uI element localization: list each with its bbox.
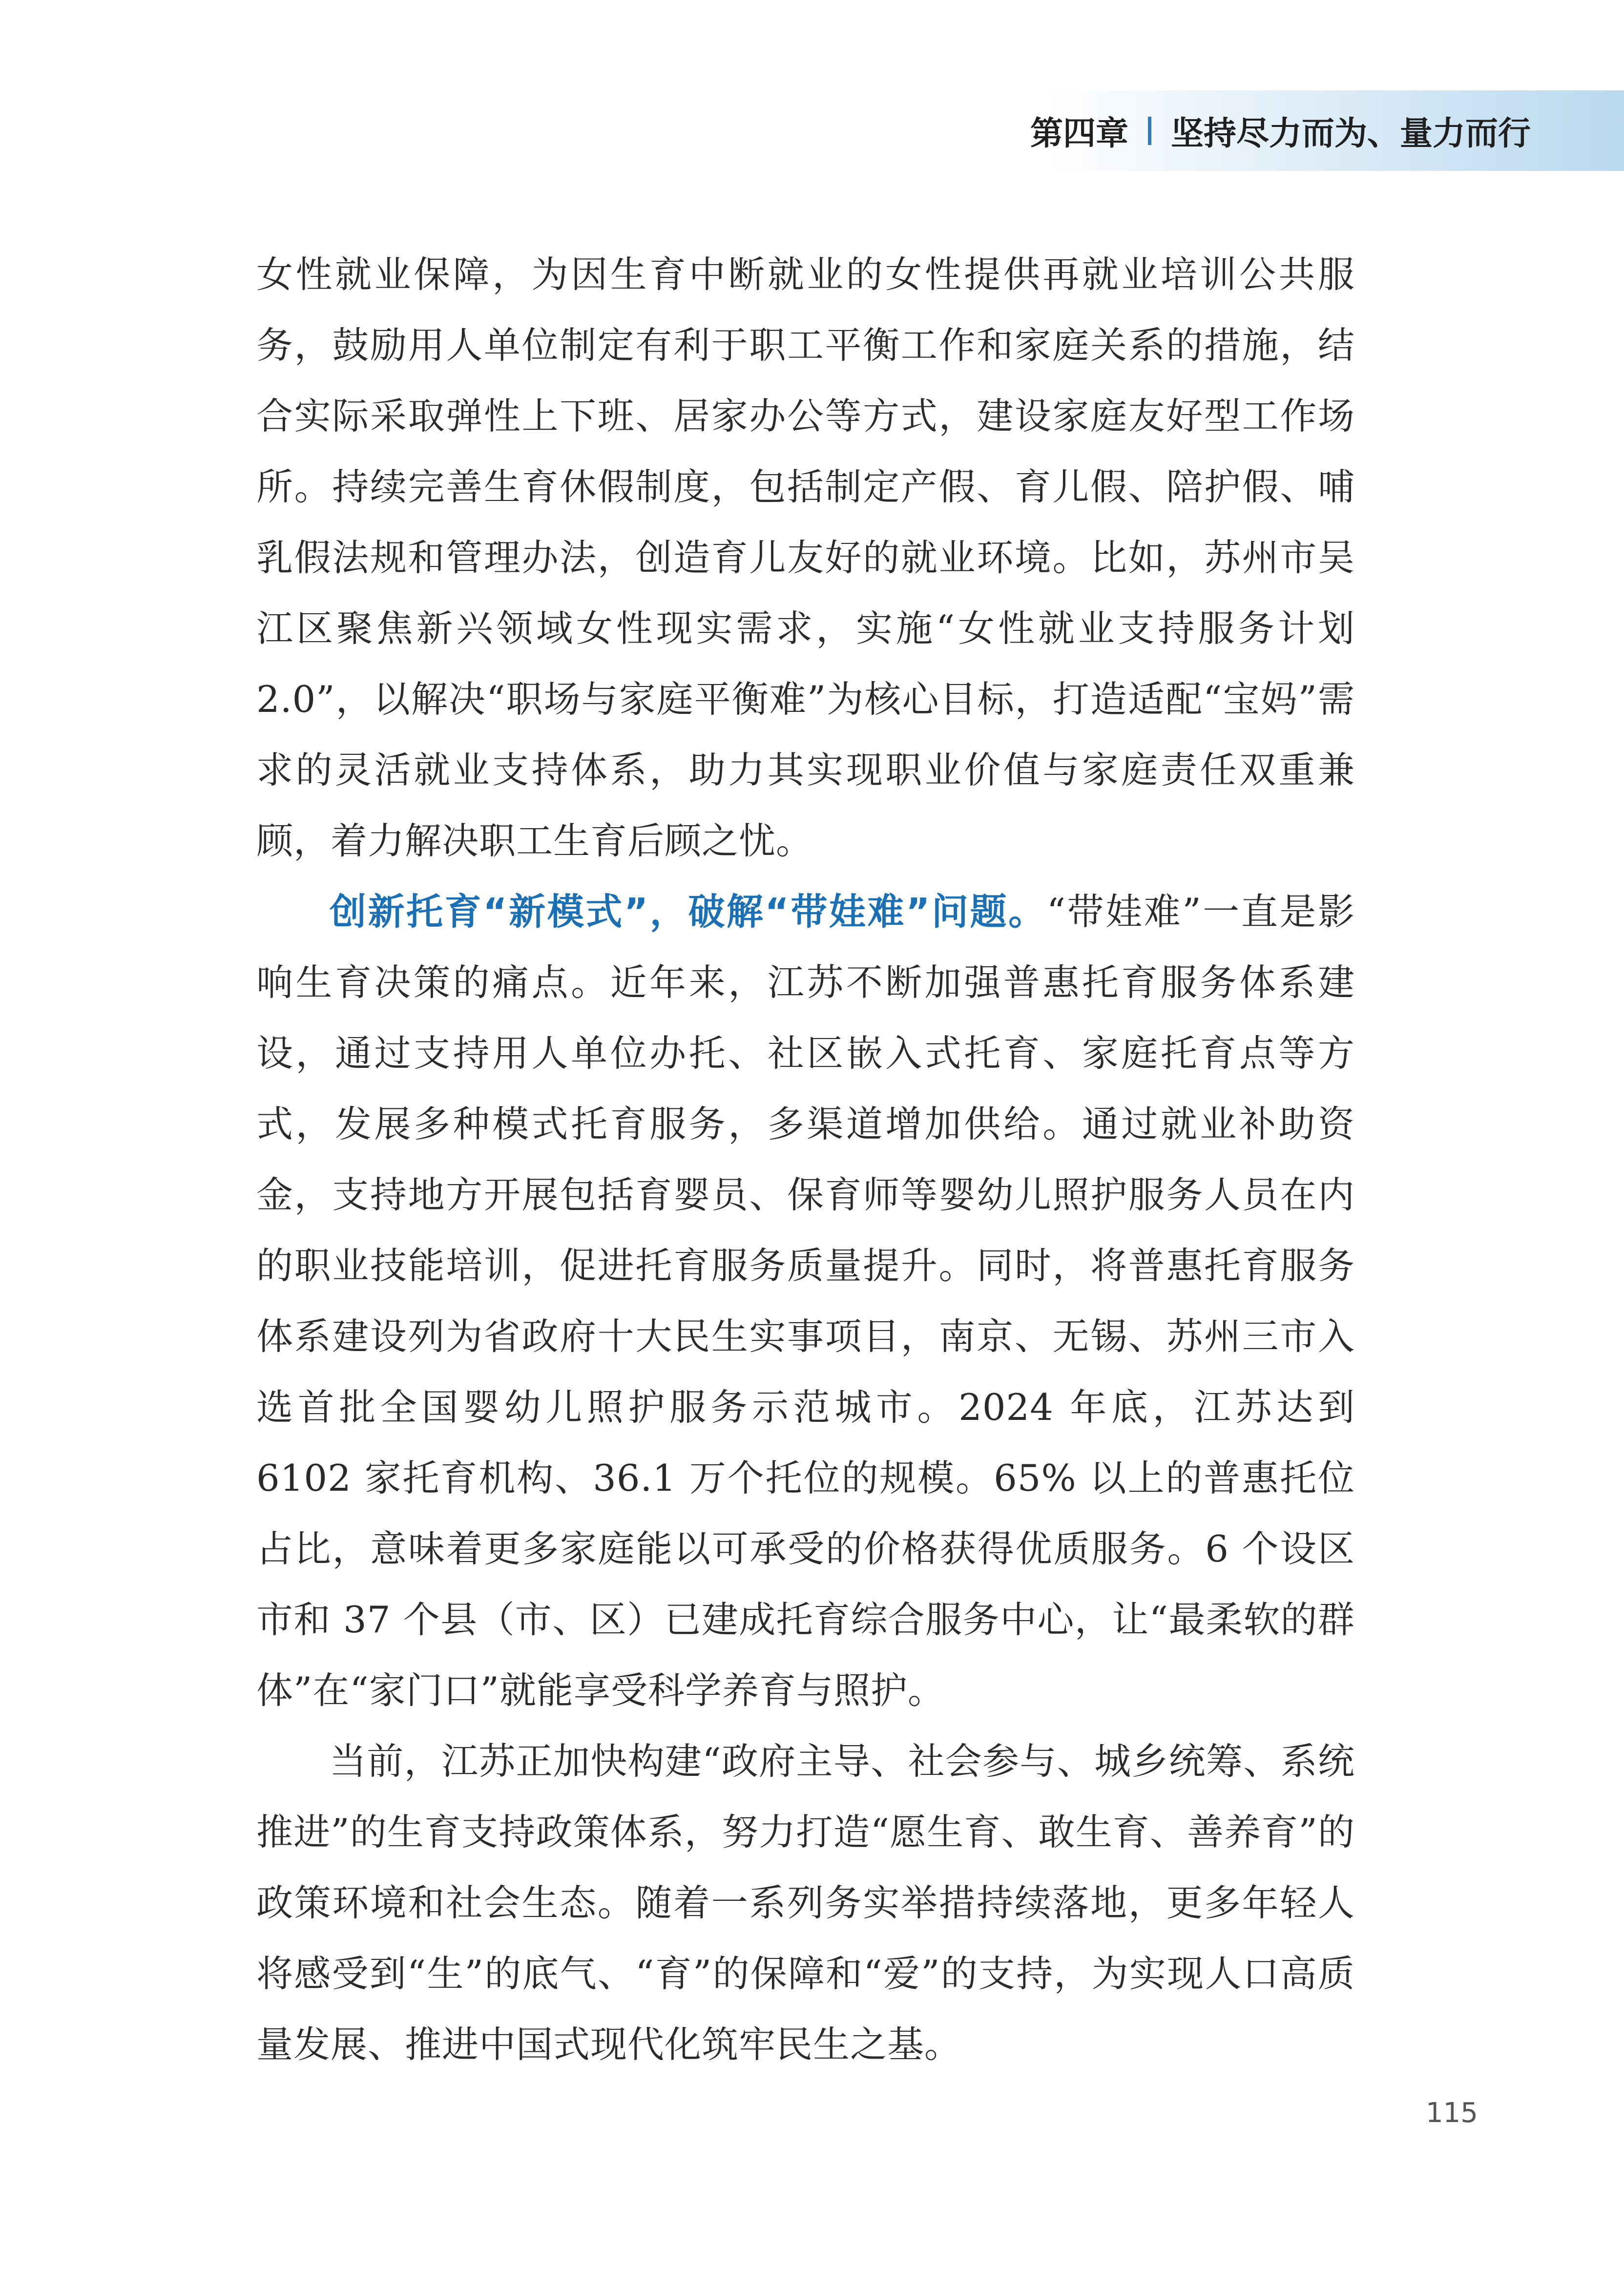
paragraph-continued bbox=[256, 239, 1355, 876]
body-text bbox=[256, 239, 1355, 2080]
chapter-number: 第四章 bbox=[1030, 114, 1128, 152]
paragraph-text: “带娃难”一直是影响生育决策的痛点。近年来，江苏不断加强普惠托育服务体系建设，通过支持用人单位办托、社区嵌入式托育、家庭托育点等方式，发展多种模式托育服务，多渠道增加供给。通过就业补助资金，支持地方开展包括育婴员、保育师等婴幼儿照护服务人员在内的职业技能培训，促进托育服务质量提升。同时，将普惠托育服务体系建设列为省政府十大民生实事项目，南京、无锡、苏州三市入选首批全国婴幼儿照护服务示范城市。2024 年底，江苏达到 6102 家托育机构、36.1 万个托位的规模。65% 以上的普惠托位占比，意味着更多家庭能以可承受的价格获得优质服务。6 个设区市和 37 个县（市、区）已建成托育综合服务中心，让“最柔软的群体”在“家门口”就能享受科学养育与照护。 bbox=[256, 890, 1355, 1712]
paragraph-text: 当前，江苏正加快构建“政府主导、社会参与、城乡统筹、系统推进”的生育支持政策体系，努力打造“愿生育、敢生育、善养育”的政策环境和社会生态。随着一系列务实举措持续落地，更多年轻人将感受到“生”的底气、“育”的保障和“爱”的支持，为实现人口高质量发展、推进中国式现代化筑牢民生之基。 bbox=[256, 1740, 1355, 2066]
header-divider bbox=[1148, 117, 1151, 145]
paragraph-lead-heading: 创新托育“新模式”，破解“带娃难”问题。 bbox=[330, 890, 1047, 933]
page-number: 115 bbox=[1426, 2097, 1478, 2129]
paragraph-text: 女性就业保障，为因生育中断就业的女性提供再就业培训公共服务，鼓励用人单位制定有利于职工平衡工作和家庭关系的措施，结合实际采取弹性上下班、居家办公等方式，建设家庭友好型工作场所。持续完善生育休假制度，包括制定产假、育儿假、陪护假、哺乳假法规和管理办法，创造育儿友好的就业环境。比如，苏州市吴江区聚焦新兴领域女性现实需求，实施“女性就业支持服务计划 2.0”，以解决“职场与家庭平衡难”为核心目标，打造适配“宝妈”需求的灵活就业支持体系，助力其实现职业价值与家庭责任双重兼顾，着力解决职工生育后顾之忧。 bbox=[256, 253, 1355, 862]
chapter-title: 坚持尽力而为、量力而行 bbox=[1171, 114, 1531, 152]
paragraph-childcare bbox=[256, 876, 1355, 1726]
paragraph-conclusion bbox=[256, 1726, 1355, 2080]
running-header bbox=[1030, 106, 1531, 155]
